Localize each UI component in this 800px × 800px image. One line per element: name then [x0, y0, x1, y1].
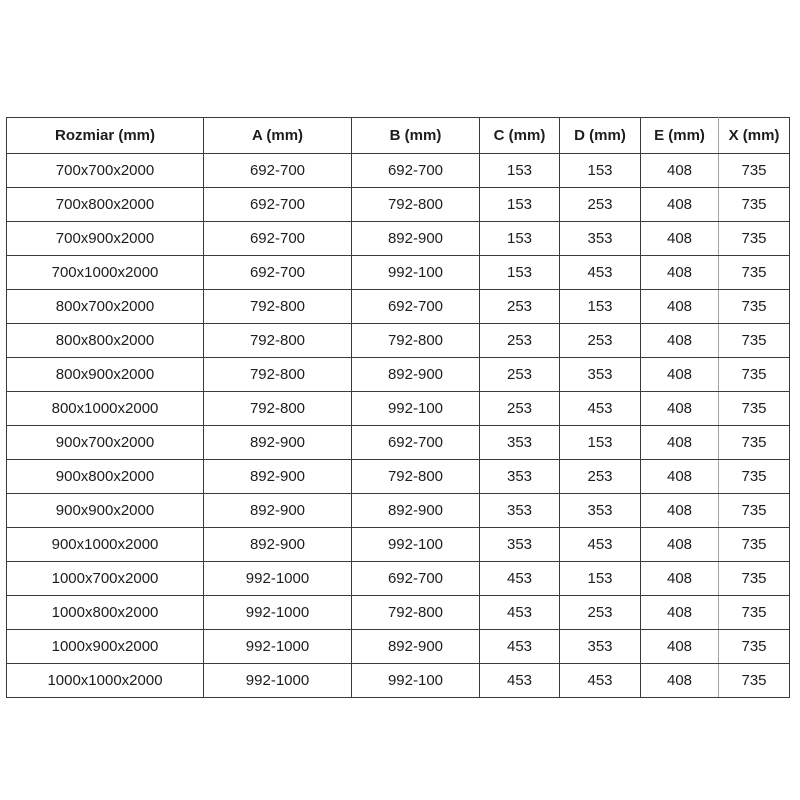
table-cell: 792-800	[352, 188, 480, 222]
table-cell: 453	[560, 256, 641, 290]
table-cell: 892-900	[204, 460, 352, 494]
table-cell: 408	[641, 358, 719, 392]
table-cell: 253	[560, 324, 641, 358]
table-cell: 408	[641, 324, 719, 358]
table-cell: 692-700	[352, 426, 480, 460]
table-cell: 408	[641, 562, 719, 596]
table-cell: 735	[719, 358, 790, 392]
table-cell: 692-700	[204, 222, 352, 256]
table-cell: 453	[560, 528, 641, 562]
table-cell: 453	[480, 562, 560, 596]
table-cell: 735	[719, 596, 790, 630]
table-cell: 735	[719, 290, 790, 324]
table-cell: 800x700x2000	[7, 290, 204, 324]
table-cell: 992-100	[352, 256, 480, 290]
table-row	[7, 630, 790, 664]
table-cell: 153	[560, 154, 641, 188]
table-row	[7, 562, 790, 596]
table-cell: 153	[560, 426, 641, 460]
table-cell: 892-900	[204, 426, 352, 460]
table-row	[7, 222, 790, 256]
table-cell: 700x1000x2000	[7, 256, 204, 290]
table-cell: 253	[560, 460, 641, 494]
column-header: Rozmiar (mm)	[7, 118, 204, 154]
table-cell: 900x1000x2000	[7, 528, 204, 562]
table-cell: 892-900	[204, 528, 352, 562]
table-cell: 735	[719, 630, 790, 664]
table-cell: 153	[560, 290, 641, 324]
table-cell: 792-800	[352, 596, 480, 630]
table-cell: 692-700	[352, 154, 480, 188]
column-header: E (mm)	[641, 118, 719, 154]
table-cell: 992-100	[352, 664, 480, 698]
table-cell: 253	[480, 324, 560, 358]
table-cell: 408	[641, 494, 719, 528]
table-cell: 408	[641, 290, 719, 324]
table-cell: 792-800	[352, 460, 480, 494]
table-cell: 900x700x2000	[7, 426, 204, 460]
table-cell: 408	[641, 426, 719, 460]
table-cell: 735	[719, 494, 790, 528]
table-cell: 408	[641, 256, 719, 290]
table-cell: 992-1000	[204, 630, 352, 664]
table-cell: 735	[719, 562, 790, 596]
table-cell: 735	[719, 222, 790, 256]
table-cell: 692-700	[204, 188, 352, 222]
table-cell: 153	[480, 222, 560, 256]
table-cell: 700x700x2000	[7, 154, 204, 188]
table-cell: 900x800x2000	[7, 460, 204, 494]
table-cell: 408	[641, 154, 719, 188]
table-cell: 735	[719, 324, 790, 358]
table-cell: 453	[480, 630, 560, 664]
table-cell: 153	[480, 154, 560, 188]
table-cell: 153	[480, 256, 560, 290]
table-cell: 992-1000	[204, 562, 352, 596]
table-row	[7, 324, 790, 358]
table-cell: 408	[641, 188, 719, 222]
table-cell: 792-800	[204, 392, 352, 426]
table-cell: 353	[480, 494, 560, 528]
table-cell: 253	[480, 392, 560, 426]
table-cell: 800x1000x2000	[7, 392, 204, 426]
table-cell: 892-900	[352, 358, 480, 392]
table-cell: 353	[560, 358, 641, 392]
table-cell: 453	[480, 664, 560, 698]
table-cell: 992-1000	[204, 596, 352, 630]
table-cell: 408	[641, 222, 719, 256]
table-cell: 353	[480, 528, 560, 562]
table-cell: 700x800x2000	[7, 188, 204, 222]
table-cell: 253	[560, 188, 641, 222]
table-cell: 792-800	[204, 290, 352, 324]
column-header: D (mm)	[560, 118, 641, 154]
dimensions-table	[6, 117, 790, 698]
column-header: B (mm)	[352, 118, 480, 154]
table-cell: 792-800	[204, 358, 352, 392]
column-header: C (mm)	[480, 118, 560, 154]
table-cell: 408	[641, 630, 719, 664]
table-cell: 692-700	[352, 562, 480, 596]
header-row	[7, 118, 790, 154]
table-cell: 735	[719, 528, 790, 562]
table-cell: 792-800	[204, 324, 352, 358]
table-cell: 735	[719, 256, 790, 290]
table-row	[7, 358, 790, 392]
table-cell: 408	[641, 528, 719, 562]
table-cell: 800x800x2000	[7, 324, 204, 358]
table-cell: 992-100	[352, 528, 480, 562]
table-cell: 1000x900x2000	[7, 630, 204, 664]
table-cell: 735	[719, 392, 790, 426]
table-cell: 1000x800x2000	[7, 596, 204, 630]
table-row	[7, 154, 790, 188]
table-cell: 735	[719, 154, 790, 188]
table-cell: 353	[480, 460, 560, 494]
table-row	[7, 596, 790, 630]
table-cell: 453	[560, 392, 641, 426]
table-row	[7, 426, 790, 460]
table-row	[7, 664, 790, 698]
table-cell: 800x900x2000	[7, 358, 204, 392]
table-row	[7, 392, 790, 426]
table-cell: 353	[480, 426, 560, 460]
dimensions-table-container	[6, 117, 790, 698]
table-cell: 992-100	[352, 392, 480, 426]
table-cell: 253	[560, 596, 641, 630]
table-cell: 1000x1000x2000	[7, 664, 204, 698]
table-cell: 153	[480, 188, 560, 222]
table-cell: 692-700	[204, 256, 352, 290]
table-cell: 892-900	[204, 494, 352, 528]
column-header: A (mm)	[204, 118, 352, 154]
table-cell: 253	[480, 290, 560, 324]
table-cell: 735	[719, 460, 790, 494]
table-cell: 892-900	[352, 494, 480, 528]
table-cell: 153	[560, 562, 641, 596]
table-cell: 353	[560, 630, 641, 664]
table-cell: 692-700	[204, 154, 352, 188]
table-cell: 892-900	[352, 630, 480, 664]
table-cell: 735	[719, 664, 790, 698]
table-cell: 735	[719, 426, 790, 460]
table-cell: 453	[560, 664, 641, 698]
table-cell: 408	[641, 392, 719, 426]
table-cell: 453	[480, 596, 560, 630]
table-cell: 353	[560, 222, 641, 256]
table-row	[7, 494, 790, 528]
table-cell: 892-900	[352, 222, 480, 256]
table-cell: 408	[641, 460, 719, 494]
table-cell: 692-700	[352, 290, 480, 324]
table-row	[7, 460, 790, 494]
table-cell: 1000x700x2000	[7, 562, 204, 596]
table-cell: 992-1000	[204, 664, 352, 698]
table-cell: 735	[719, 188, 790, 222]
table-cell: 792-800	[352, 324, 480, 358]
table-row	[7, 188, 790, 222]
table-cell: 900x900x2000	[7, 494, 204, 528]
table-body	[7, 154, 790, 698]
table-row	[7, 256, 790, 290]
column-header: X (mm)	[719, 118, 790, 154]
table-cell: 408	[641, 596, 719, 630]
table-cell: 353	[560, 494, 641, 528]
table-cell: 253	[480, 358, 560, 392]
table-cell: 408	[641, 664, 719, 698]
table-cell: 700x900x2000	[7, 222, 204, 256]
table-row	[7, 290, 790, 324]
table-row	[7, 528, 790, 562]
